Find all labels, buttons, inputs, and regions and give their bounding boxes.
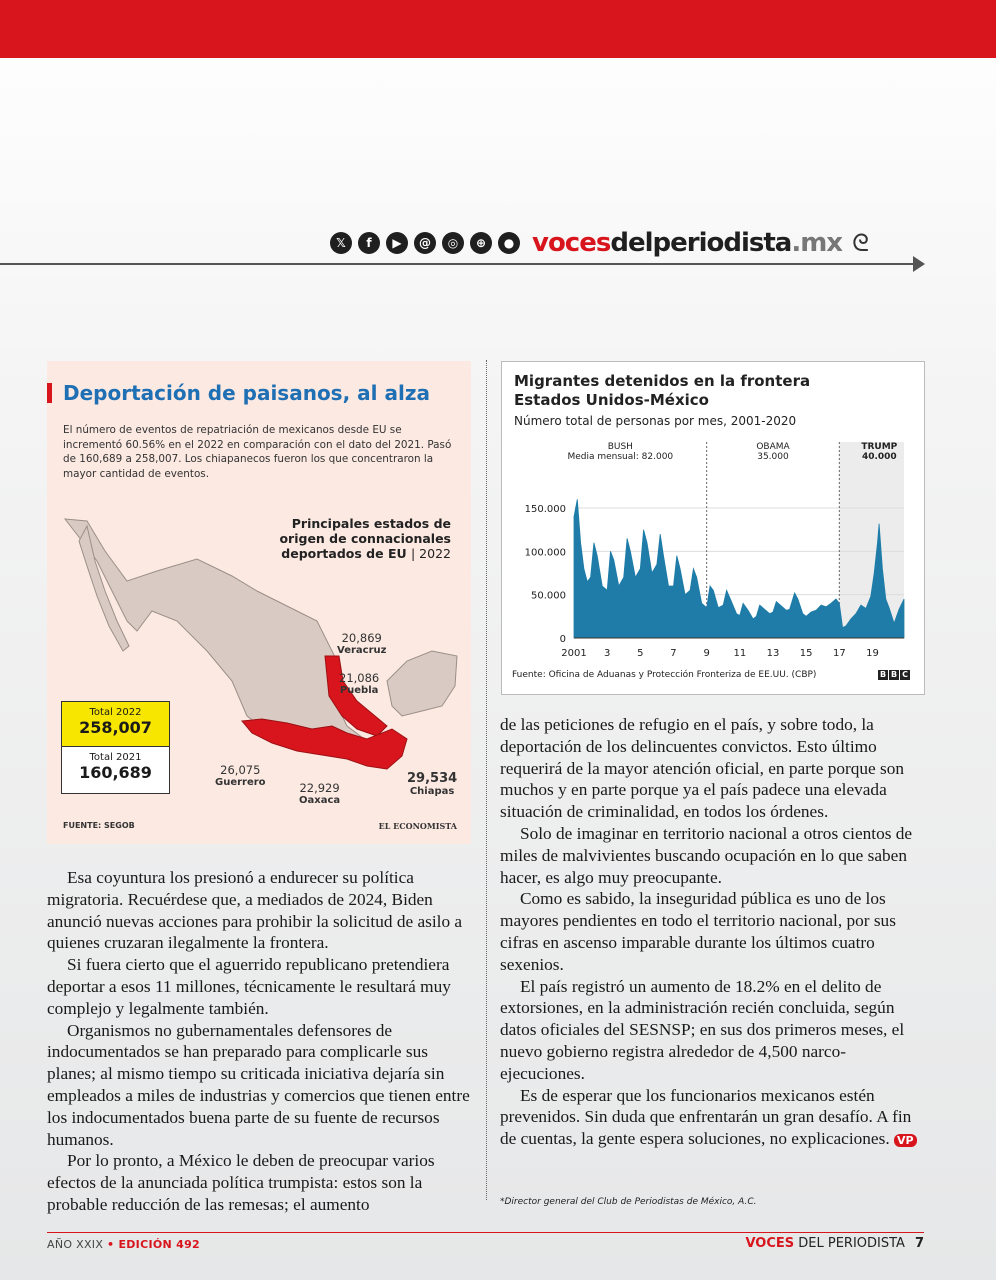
top-red-bar: [0, 0, 996, 58]
state-label-oaxaca: 22,929 Oaxaca: [299, 781, 341, 806]
paragraph: Organismos no gubernamentales defensores de indocumentados se han preparado para complicarle sus planes; al mismo tiempo su criticada iniciativa dejaría sin empleados a miles de industrias y comercios que tienen entre los indocumentados buena parte de su fuente de recursos humanos.: [47, 1020, 470, 1149]
paragraph: Solo de imaginar en territorio nacional a otros cientos de miles de malvivientes buscando ocupación en lo que saben hacer, es algo muy preocupante.: [500, 823, 913, 887]
state-label-puebla: 21,086 Puebla: [339, 671, 380, 696]
period-name: OBAMA: [756, 442, 790, 452]
x-tick-label: 3: [603, 648, 611, 659]
map-subtitle: Principales estados de origen de connacionales deportados de EU | 2022: [279, 516, 451, 561]
paragraph: Como es sabido, la inseguridad pública es uno de los mayores pendientes en todo el territorio nacional, por sus cifras en ascenso imparable durante los últimos cuatro sexenios.: [500, 889, 896, 974]
column-divider: [486, 360, 487, 1200]
paragraph: Si fuera cierto que el aguerrido republicano pretendiera deportar a esos 11 millones, técnicamente le resultará muy complejo y legalmente también.: [47, 955, 451, 1018]
chart-source: Fuente: Oficina de Aduanas y Protección Fronteriza de EE.UU. (CBP): [512, 670, 817, 680]
chart-subtitle: Número total de personas por mes, 2001-2020: [514, 414, 797, 428]
paragraph: Por lo pronto, a México le deben de preocupar varios efectos de la anunciada política trumpista: estos son la probable reducción de las remesas; el aumento: [47, 1151, 435, 1214]
state-label-veracruz: 20,869 Veracruz: [337, 631, 387, 656]
bbc-logo: B B C: [878, 670, 910, 680]
title-accent: [47, 383, 52, 403]
vp-end-mark: VP: [894, 1134, 917, 1147]
deportation-figure: [47, 361, 471, 844]
period-note: 35.000: [757, 452, 789, 462]
period-note: Media mensual: 82.000: [567, 452, 674, 462]
threads-icon[interactable]: @: [414, 232, 436, 254]
footer-right: VOCES DEL PERIODISTA 7: [745, 1236, 924, 1251]
x-icon[interactable]: 𝕏: [330, 232, 352, 254]
figure-source: FUENTE: SEGOB: [63, 821, 135, 830]
total-2021-box: Total 2021 160,689: [61, 746, 170, 794]
article-column-right: [500, 714, 924, 1152]
figure-outlet: EL ECONOMISTA: [378, 821, 457, 831]
period-note: 40.000: [861, 452, 897, 462]
page-number: 7: [914, 1236, 924, 1251]
figure-intro: El número de eventos de repatriación de mexicanos desde EU se incrementó 60.56% en el 2022 en comparación con el dato del 2021. Pasó de 160,689 a 258,007. Los chiapanecos fueron los que concentraron la mayor cantidad de eventos.: [63, 424, 452, 480]
x-tick-label: 7: [670, 648, 677, 659]
paragraph: de las peticiones de refugio en el país, y sobre todo, la deportación de los delincuentes convictos. Esto último requerirá de la mayor atención oficial, en parte porque son muchos y en parte porque ya el país padece una elevada situación de criminalidad, en todos los órdenes.: [500, 715, 905, 822]
migrants-chart: [501, 361, 925, 695]
y-tick-label: 150.000: [524, 504, 566, 515]
y-tick-label: 50.000: [531, 590, 566, 602]
x-tick-label: 5: [637, 648, 644, 659]
footer-rule: [47, 1232, 924, 1233]
facebook-icon[interactable]: f: [358, 232, 380, 254]
x-tick-label: 17: [832, 648, 846, 659]
chart-plot: [502, 432, 924, 668]
state-label-guerrero: 26,075 Guerrero: [215, 763, 266, 788]
y-tick-label: 100.000: [524, 547, 566, 559]
arrow-icon: [913, 256, 925, 272]
closing-paragraph: Es de esperar que los funcionarios mexicanos estén prevenidos. Sin duda que enfrentarán un gran desafío. A fin de cuentas, la gente espera soluciones, no explicaciones. VP: [500, 1085, 924, 1152]
figure-title: Deportación de paisanos, al alza: [63, 381, 430, 405]
x-tick-label: 11: [733, 648, 747, 659]
article-column-left: [47, 867, 471, 1216]
period-name: BUSH: [607, 442, 633, 452]
instagram-icon[interactable]: ◎: [442, 232, 464, 254]
header-rule: [0, 263, 915, 265]
paragraph: Esa coyuntura los presionó a endurecer su política migratoria. Recuérdese que, a mediados de 2024, Biden anunció nuevas acciones para prohibir la solicitud de asilo a quienes cruzaran ilegalmente la frontera.: [47, 868, 463, 953]
x-tick-label: 2001: [561, 648, 587, 659]
period-name: TRUMP: [861, 442, 898, 452]
author-note: *Director general del Club de Periodistas de México, A.C.: [500, 1197, 757, 1207]
brand-row: [330, 226, 869, 260]
location-icon[interactable]: ●: [498, 232, 520, 254]
x-tick-label: 13: [766, 648, 780, 659]
y-tick-label: 0: [559, 634, 566, 645]
youtube-icon[interactable]: ▶: [386, 232, 408, 254]
swirl-icon: ᘓ: [852, 229, 869, 257]
x-tick-label: 15: [799, 648, 813, 659]
chart-title: Migrantes detenidos en la frontera Estados Unidos-México: [514, 372, 811, 409]
total-2022-box: Total 2022 258,007: [61, 701, 170, 747]
x-tick-label: 19: [866, 648, 879, 659]
web-icon[interactable]: ⊕: [470, 232, 492, 254]
brand-logo[interactable]: vocesdelperiodista.mx: [532, 228, 843, 258]
state-label-chiapas: 29,534 Chiapas: [407, 771, 458, 797]
footer-left: AÑO XXIX • EDICIÓN 492: [47, 1238, 200, 1251]
x-tick-label: 9: [703, 648, 710, 659]
paragraph: El país registró un aumento de 18.2% en el delito de extorsiones, en la administración recién concluida, según datos oficiales del SESNSP; en sus dos primeros meses, el nuevo gobierno registra alrededor de 4,500 narco-ejecuciones.: [500, 976, 905, 1083]
yucatan: [387, 651, 457, 716]
